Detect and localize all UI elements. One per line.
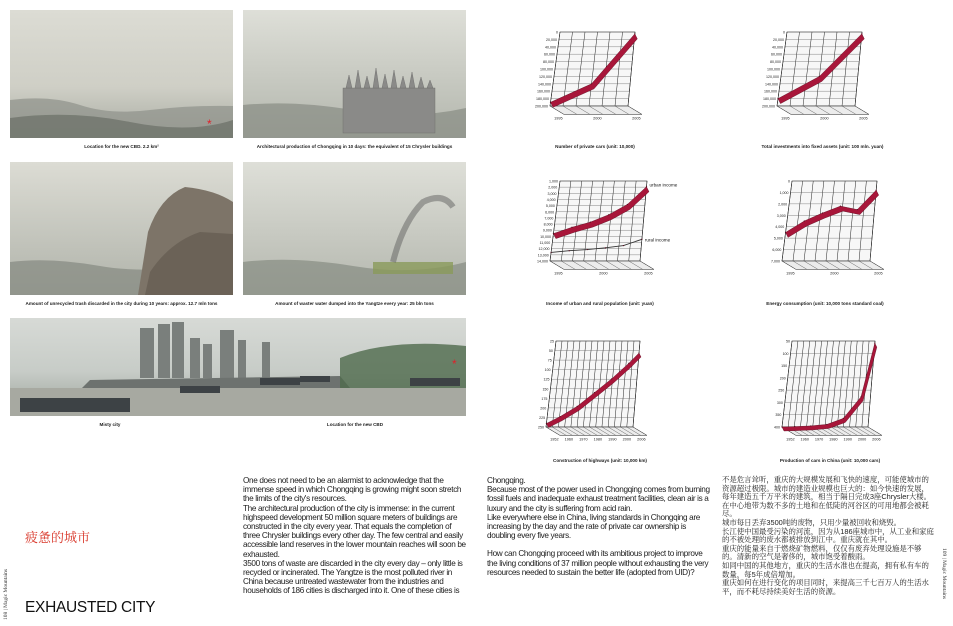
paragraph: Like everywhere else in China, living standards in Chongqing are increasing by the day and the rate of private car ownership is doubling every five years. [487, 512, 700, 541]
data-point [546, 423, 547, 424]
x-tick-label: 2000 [599, 271, 608, 276]
y-tick-label: 2,000 [778, 202, 788, 207]
article-column-2 [487, 476, 711, 577]
x-tick-label: 1995 [781, 116, 790, 121]
caption-cbd-location: Location for the new CBD. 2.2 km² [84, 144, 159, 149]
panorama-cbd-marker-icon: * [452, 357, 457, 371]
y-tick-label: 100,000 [540, 67, 553, 72]
paragraph: 3500 tons of waste are discarded in the city every day – only little is recycled or incinerated. The Yangtze is the most polluted river in China because untreated wastewater from the industries and households of 186 cities is discharged into it. One of these cities is [243, 558, 463, 596]
y-tick-label: 0 [556, 30, 558, 35]
chart-income [528, 173, 688, 291]
x-tick-label: 1990 [608, 437, 617, 442]
y-tick-label: 11,000 [539, 241, 551, 246]
chart-energy-title: Energy consumption (unit: 10,000 tons standard coal) [766, 301, 884, 306]
y-tick-label: 160,000 [537, 89, 550, 94]
paragraph: How can Chongqing proceed with its ambitious project to improve the living conditions of 37 million people without exhausting the very resources needed to sustain the better life (adopted from UID)? [487, 549, 709, 577]
y-tick-label: 150 [542, 387, 549, 392]
chart-car-production [760, 335, 895, 455]
page-number-right: 109 | Magic Mountains [941, 548, 947, 600]
y-tick-label: 0 [788, 179, 790, 184]
y-tick-label: 10,000 [540, 234, 552, 239]
x-tick-label: 2005 [859, 116, 868, 121]
y-tick-label: 20,000 [773, 37, 784, 42]
data-point [571, 227, 572, 228]
y-tick-label: 13,000 [537, 253, 549, 258]
x-tick-label: 2005 [644, 271, 653, 276]
data-point [874, 343, 875, 344]
caption-trash: Amount of unrecycled trash discarded in the city during 10 years: approx. 12.7 mln tons [25, 301, 218, 306]
chart-fixed-assets [755, 26, 883, 138]
y-tick-label: 9,000 [542, 228, 552, 233]
caption-waste-water: Amount of waster water dumped into the Yangtze every year: 25 bln tons [275, 301, 434, 306]
x-tick-label: 1970 [579, 437, 588, 442]
y-tick-label: 50 [786, 339, 790, 344]
caption-new-cbd: Location for the new CBD [326, 422, 384, 427]
y-tick-label: 3,000 [547, 191, 557, 196]
x-tick-label: 1960 [800, 437, 809, 442]
y-tick-label: 80,000 [770, 60, 781, 65]
x-tick-label: 1990 [843, 437, 852, 442]
chart-private-cars [528, 26, 656, 138]
x-tick-label: 2005 [874, 271, 883, 276]
paragraph: 不是危言耸听，重庆的大规模发展和飞快的速度，可能使城市的资源超过极限。城市的建造业规模也巨大的：如今快速的发展，每年建造五千万平米的建筑，相当于隔日完成3座Chrysler大楼。在中心地带为数不多的土地和在低陡的河谷区的可用地都会被耗尽。 [722, 475, 932, 519]
y-tick-label: 140,000 [538, 82, 551, 87]
data-point [550, 102, 551, 103]
chart-highways [528, 335, 663, 455]
photo-chrysler [243, 10, 466, 138]
y-tick-label: 0 [783, 30, 785, 35]
data-point [590, 222, 591, 223]
y-tick-label: 6,000 [545, 210, 555, 215]
y-tick-label: 120,000 [539, 74, 552, 79]
chart-energy [760, 173, 888, 291]
data-point [569, 250, 570, 251]
chart-income-title: Income of urban and rural population (unit: yuan) [546, 301, 654, 306]
y-tick-label: 125 [543, 377, 550, 382]
data-point [559, 416, 560, 417]
y-tick-label: 60,000 [771, 52, 782, 57]
paragraph: 如同中国的其他地方，重庆的生活水准也在提高，拥有私有车的数量，每5年成倍增加。 [722, 560, 929, 579]
data-point [826, 424, 827, 425]
paragraph: 重庆如何在进行变化的项目同时，来提高三千七百万人的生活水平，而不耗尽持续美好生活的资源。 [722, 578, 929, 596]
paragraph: 长江使中国最受污染的河流，因为从186座城市中，从工业和家庭的不被处理的废水都被排放到江中。重庆就在其中。 [722, 526, 934, 545]
y-tick-label: 5,000 [545, 204, 555, 209]
x-tick-label: 1960 [564, 437, 574, 442]
chart-private-cars-title: Number of private cars (unit: 10,000) [555, 144, 635, 149]
photo-cbd-location [10, 10, 233, 138]
x-tick-label: 2006 [872, 437, 881, 442]
data-point [785, 232, 786, 233]
y-tick-label: 80,000 [543, 60, 554, 65]
x-tick-label: 1970 [814, 437, 824, 442]
y-tick-label: 100 [782, 351, 789, 356]
x-tick-label: 2000 [622, 437, 632, 442]
y-tick-label: 2,000 [548, 185, 558, 190]
x-tick-label: 1980 [829, 437, 838, 442]
data-point [587, 249, 588, 250]
y-tick-label: 1,000 [779, 190, 789, 195]
photo-trash [10, 162, 233, 295]
paragraph: The architectural production of the city is immense: in the current highspeed development 50 million square meters of buildings are constructed in the city every year. That equals the completion of three Chrysler buildings every other day. The few central and easily accessible land reserves in the lower mountain reaches will soon be exhausted. [243, 503, 466, 559]
paragraph: Because most of the power used in Chongqing comes from burning fossil fuels and inadequate exhaust treatment facilities, clean air is a luxury and the city is suffering from acid rain. [487, 485, 710, 513]
series-label: rural income [644, 237, 671, 243]
y-tick-label: 50 [548, 349, 553, 354]
y-tick-label: 1,000 [549, 179, 558, 184]
y-tick-label: 140,000 [765, 82, 778, 87]
data-point [819, 76, 820, 77]
y-tick-label: 3,000 [776, 213, 786, 218]
y-tick-label: 14,000 [537, 259, 548, 264]
y-tick-label: 180,000 [763, 97, 776, 102]
y-tick-label: 400 [774, 425, 780, 430]
y-tick-label: 350 [775, 413, 782, 418]
photo-panorama [10, 318, 466, 416]
y-tick-label: 25 [550, 339, 554, 344]
y-tick-label: 175 [541, 396, 548, 401]
page-number-left: 108 | Magic Mountains [3, 568, 9, 620]
y-tick-label: 40,000 [772, 45, 783, 50]
x-tick-label: 2000 [593, 116, 602, 121]
data-point [843, 418, 844, 419]
data-point [591, 83, 592, 84]
x-tick-label: 2000 [820, 116, 829, 121]
y-tick-label: 200 [779, 376, 786, 381]
y-tick-label: 250 [538, 425, 544, 430]
y-tick-label: 250 [778, 388, 785, 393]
y-tick-label: 225 [539, 415, 546, 420]
data-point [876, 190, 877, 191]
data-point [857, 209, 858, 210]
data-point [627, 204, 628, 205]
y-tick-label: 200 [540, 406, 547, 411]
data-point [804, 220, 805, 221]
paragraph: One does not need to be an alarmist to acknowledge that the immense speed in which Chongqing is growing might soon stretch the limits of the city's resources. [243, 476, 462, 504]
x-tick-label: 1980 [593, 437, 603, 442]
y-tick-label: 100 [544, 368, 551, 373]
x-tick-label: 2000 [857, 437, 867, 442]
data-point [781, 426, 782, 427]
x-tick-label: 2006 [637, 437, 646, 442]
title-english: EXHAUSTED CITY [25, 599, 156, 616]
data-point [611, 378, 612, 379]
x-tick-label: 1952 [786, 437, 795, 442]
paragraph: 城市每日丢弃3500吨的废物，只用少量被回收和烧毁。 [722, 517, 902, 527]
data-point [608, 214, 609, 215]
data-point [810, 425, 811, 426]
data-point [638, 352, 639, 353]
y-tick-label: 40,000 [545, 45, 556, 50]
caption-misty-city: Misty city [99, 422, 121, 427]
caption-chrysler: Architectural production of Chongqing in 10 days: the equivalent of 15 Chrysler buildings [256, 144, 453, 149]
data-point [646, 186, 647, 187]
y-tick-label: 180,000 [536, 97, 549, 102]
y-tick-label: 7,000 [771, 259, 780, 264]
data-point [634, 33, 635, 34]
x-tick-label: 1995 [554, 116, 563, 121]
data-point [861, 33, 862, 34]
y-tick-label: 6,000 [772, 248, 782, 253]
y-tick-label: 7,000 [544, 216, 554, 221]
y-tick-label: 8,000 [543, 222, 553, 227]
data-point [628, 363, 629, 364]
article-column-1 [243, 476, 467, 596]
data-point [641, 239, 642, 240]
x-tick-label: 1952 [550, 437, 559, 442]
y-tick-label: 300 [776, 400, 783, 405]
chart-fixed-assets-title: Total investments into fixed assets (unit: 100 mln. yuan) [761, 144, 884, 149]
article-column-chinese [722, 476, 934, 596]
y-tick-label: 60,000 [544, 52, 555, 57]
data-point [553, 233, 554, 234]
y-tick-label: 75 [547, 358, 552, 363]
y-tick-label: 160,000 [764, 89, 777, 94]
data-point [794, 426, 795, 427]
y-tick-label: 5,000 [773, 236, 783, 241]
data-point [860, 396, 861, 397]
photo-waste-water [243, 162, 466, 295]
x-tick-label: 1995 [786, 271, 795, 276]
data-point [577, 406, 578, 407]
cbd-marker-icon: * [207, 117, 212, 131]
y-tick-label: 100,000 [767, 67, 780, 72]
x-tick-label: 2000 [830, 271, 839, 276]
chart-car-production-title: Production of cars in China (unit: 10,000 cars) [779, 458, 881, 463]
x-tick-label: 2005 [632, 116, 641, 121]
y-tick-label: 200,000 [535, 104, 548, 109]
paragraph: 重庆的能量来自于燃烧矿物燃料，仅仅有废弃处理设施是不够的。清新的空气是奢侈的，城市饱受着酸雨。 [722, 543, 922, 562]
y-tick-label: 200,000 [762, 104, 775, 109]
y-tick-label: 150 [781, 364, 788, 369]
data-point [594, 392, 595, 393]
data-point [840, 206, 841, 207]
y-tick-label: 4,000 [775, 225, 785, 230]
paragraph: Chongqing. [487, 476, 526, 485]
data-point [605, 247, 606, 248]
data-point [623, 245, 624, 246]
y-tick-label: 20,000 [546, 37, 557, 42]
data-point [822, 212, 823, 213]
y-tick-label: 4,000 [546, 197, 556, 202]
x-tick-label: 1995 [554, 271, 563, 276]
data-point [777, 98, 778, 99]
title-chinese: 疲惫的城市 [25, 530, 91, 545]
series-label: urban income [649, 182, 678, 188]
data-point [550, 252, 551, 253]
chart-highways-title: Construction of highways (unit: 10,000 km) [553, 458, 647, 463]
y-tick-label: 120,000 [766, 74, 779, 79]
y-tick-label: 12,000 [538, 247, 550, 252]
